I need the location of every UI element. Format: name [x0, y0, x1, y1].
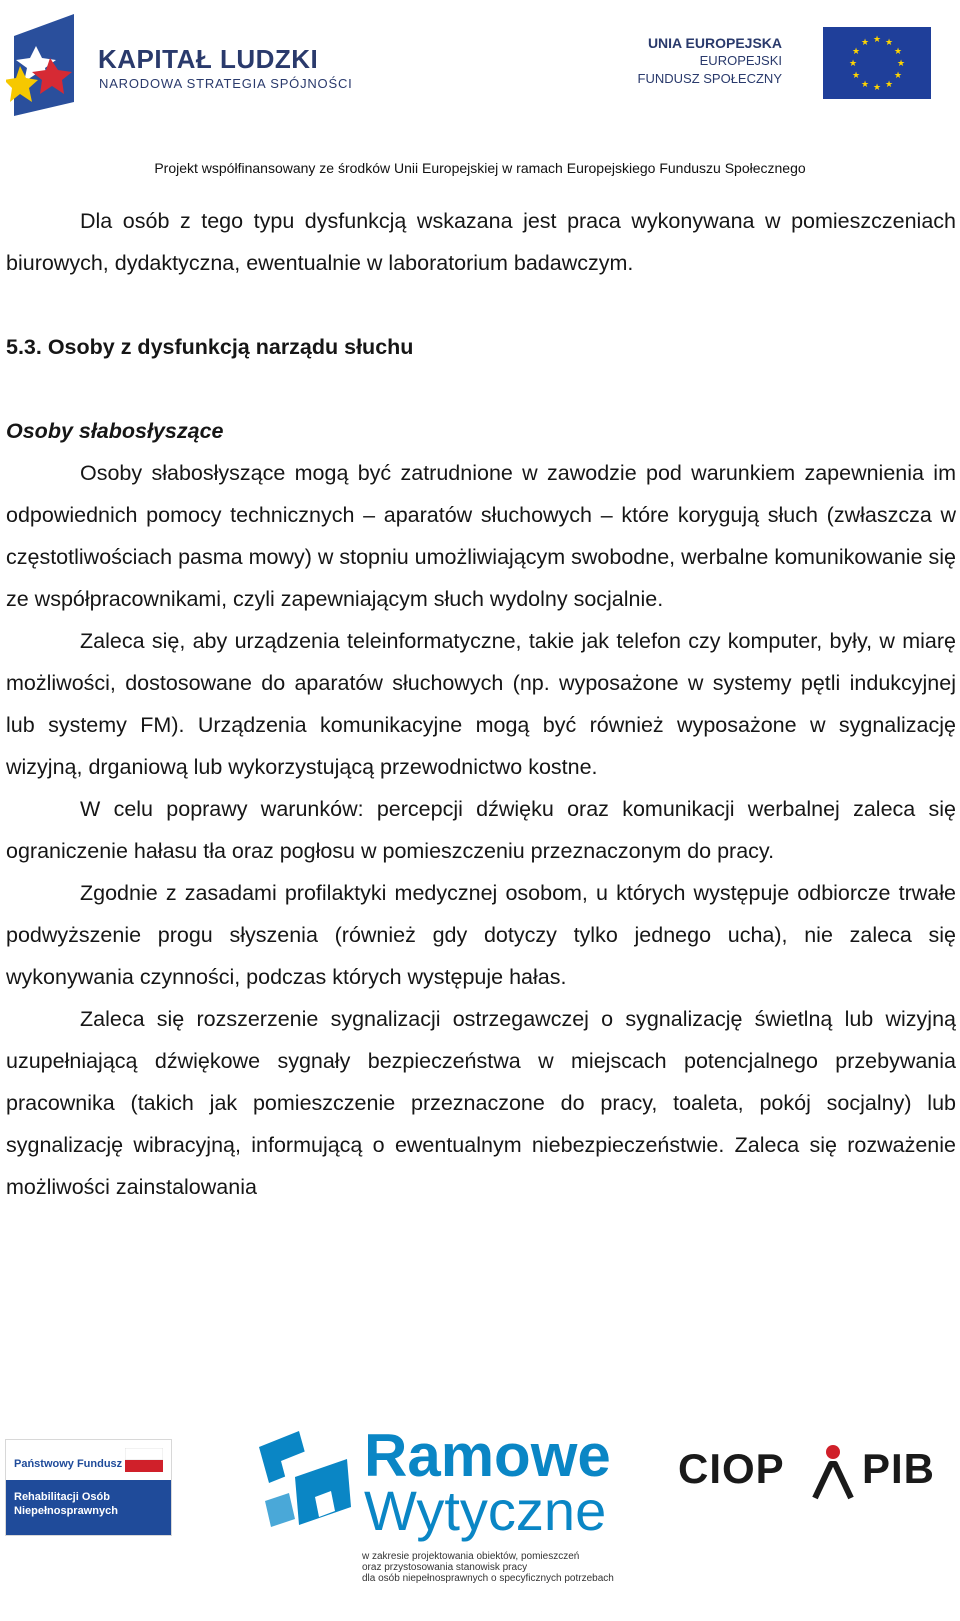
svg-text:★: ★ — [893, 71, 903, 81]
pfron-line-2: Rehabilitacji Osób — [14, 1491, 110, 1503]
pfron-line-1: Państwowy Fundusz — [14, 1458, 123, 1470]
document-body — [6, 200, 956, 1208]
svg-text:★: ★ — [872, 35, 882, 45]
ciop-text: CIOP — [678, 1445, 785, 1492]
ciop-pib-emblem-icon — [805, 1438, 861, 1502]
eu-line-2: EUROPEJSKI — [699, 53, 782, 68]
paragraph-5: Zaleca się rozszerzenie sygnalizacji ostrzegawczej o sygnalizację świetlną lub wizyjną uzupełniającą dźwiękowe sygnały bezpieczeństwa w miejscach potencjalnego przebywania pracownika (takich jak pomieszczenie przeznaczone do pracy, toaleta, pokój socjalny) lub sygnalizację wibracyjną, informującą o ewentualnym niebezpieczeństwie. Zaleca się rozważenie możliwości zainstalowania — [6, 1007, 956, 1199]
paragraph-4: Zgodnie z zasadami profilaktyki medycznej osobom, u których występuje odbiorcze trwałe podwyższenie progu słyszenia (również gdy dotyczy tylko jednego ucha), nie zaleca się wykonywania czynności, podczas których występuje hałas. — [6, 881, 956, 989]
eu-line-3: FUNDUSZ SPOŁECZNY — [637, 71, 782, 86]
kapital-ludzki-subtitle: NARODOWA STRATEGIA SPÓJNOŚCI — [99, 76, 353, 91]
page-header — [0, 0, 960, 190]
subsection-heading: Osoby słabosłyszące — [6, 419, 224, 443]
eu-line-1: UNIA EUROPEJSKA — [647, 35, 782, 51]
pib-text: PIB — [862, 1445, 936, 1492]
page-footer — [0, 1415, 960, 1621]
svg-text:★: ★ — [896, 59, 906, 69]
ramowe-subtitle-2: oraz przystosowania stanowisk pracy — [362, 1562, 528, 1573]
kapital-ludzki-logo — [6, 6, 96, 118]
paragraph-3: W celu poprawy warunków: percepcji dźwięku oraz komunikacji werbalnej zaleca się ograniczenie hałasu tła oraz pogłosu w pomieszczeniu przeznaczonym do pracy. — [6, 797, 956, 863]
ramowe-wytyczne-mark — [255, 1427, 355, 1547]
svg-text:★: ★ — [872, 83, 882, 93]
svg-text:★: ★ — [851, 71, 861, 81]
svg-text:★: ★ — [884, 80, 894, 90]
spacer — [6, 368, 956, 410]
svg-text:★: ★ — [860, 38, 870, 48]
wytyczne-title: Wytyczne — [364, 1479, 607, 1542]
svg-text:★: ★ — [860, 80, 870, 90]
paragraph-intro: Dla osób z tego typu dysfunkcją wskazana jest praca wykonywana w pomieszczeniach biurowych, dydaktyczna, ewentualnie w laboratorium badawczym. — [6, 209, 956, 275]
svg-text:★: ★ — [851, 47, 861, 57]
ramowe-subtitle — [362, 1551, 614, 1584]
pfron-logo — [5, 1439, 172, 1536]
spacer — [6, 284, 956, 326]
svg-text:★: ★ — [848, 59, 858, 69]
eu-flag-icon — [823, 27, 931, 99]
pfron-line-3: Niepełnosprawnych — [14, 1505, 118, 1517]
ramowe-title: Ramowe — [364, 1422, 611, 1489]
eu-logo-text — [638, 34, 782, 88]
ramowe-subtitle-3: dla osób niepełnosprawnych o specyficznych potrzebach — [362, 1573, 614, 1584]
ramowe-subtitle-1: w zakresie projektowania obiektów, pomieszczeń — [362, 1551, 580, 1562]
paragraph-2: Zaleca się, aby urządzenia teleinformatyczne, takie jak telefon czy komputer, były, w miarę możliwości, dostosowane do aparatów słuchowych (np. wyposażone w systemy pętli indukcyjnej lub systemy FM). Urządzenia komunikacyjne mogą być również wyposażone w sygnalizację wizyjną, drganiową lub wykorzystującą przewodnictwo kostne. — [6, 629, 956, 779]
pfron-lines-2-3 — [14, 1490, 118, 1518]
svg-text:★: ★ — [893, 47, 903, 57]
svg-text:★: ★ — [884, 38, 894, 48]
kapital-ludzki-title: KAPITAŁ LUDZKI — [98, 44, 319, 74]
paragraph-1: Osoby słabosłyszące mogą być zatrudnione w zawodzie pod warunkiem zapewnienia im odpowiednich pomocy technicznych – aparatów słuchowych – które korygują słuch (zwłaszcza w częstotliwościach pasma mowy) w stopniu umożliwiającym swobodne, werbalne komunikowanie się ze współpracownikami, czyli zapewniającym słuch wydolny socjalnie. — [6, 461, 956, 611]
polish-flag-icon — [125, 1448, 163, 1472]
cofinancing-note: Projekt współfinansowany ze środków Unii Europejskiej w ramach Europejskiego Funduszu Społecznego — [154, 160, 806, 176]
section-heading: 5.3. Osoby z dysfunkcją narządu słuchu — [6, 335, 414, 359]
